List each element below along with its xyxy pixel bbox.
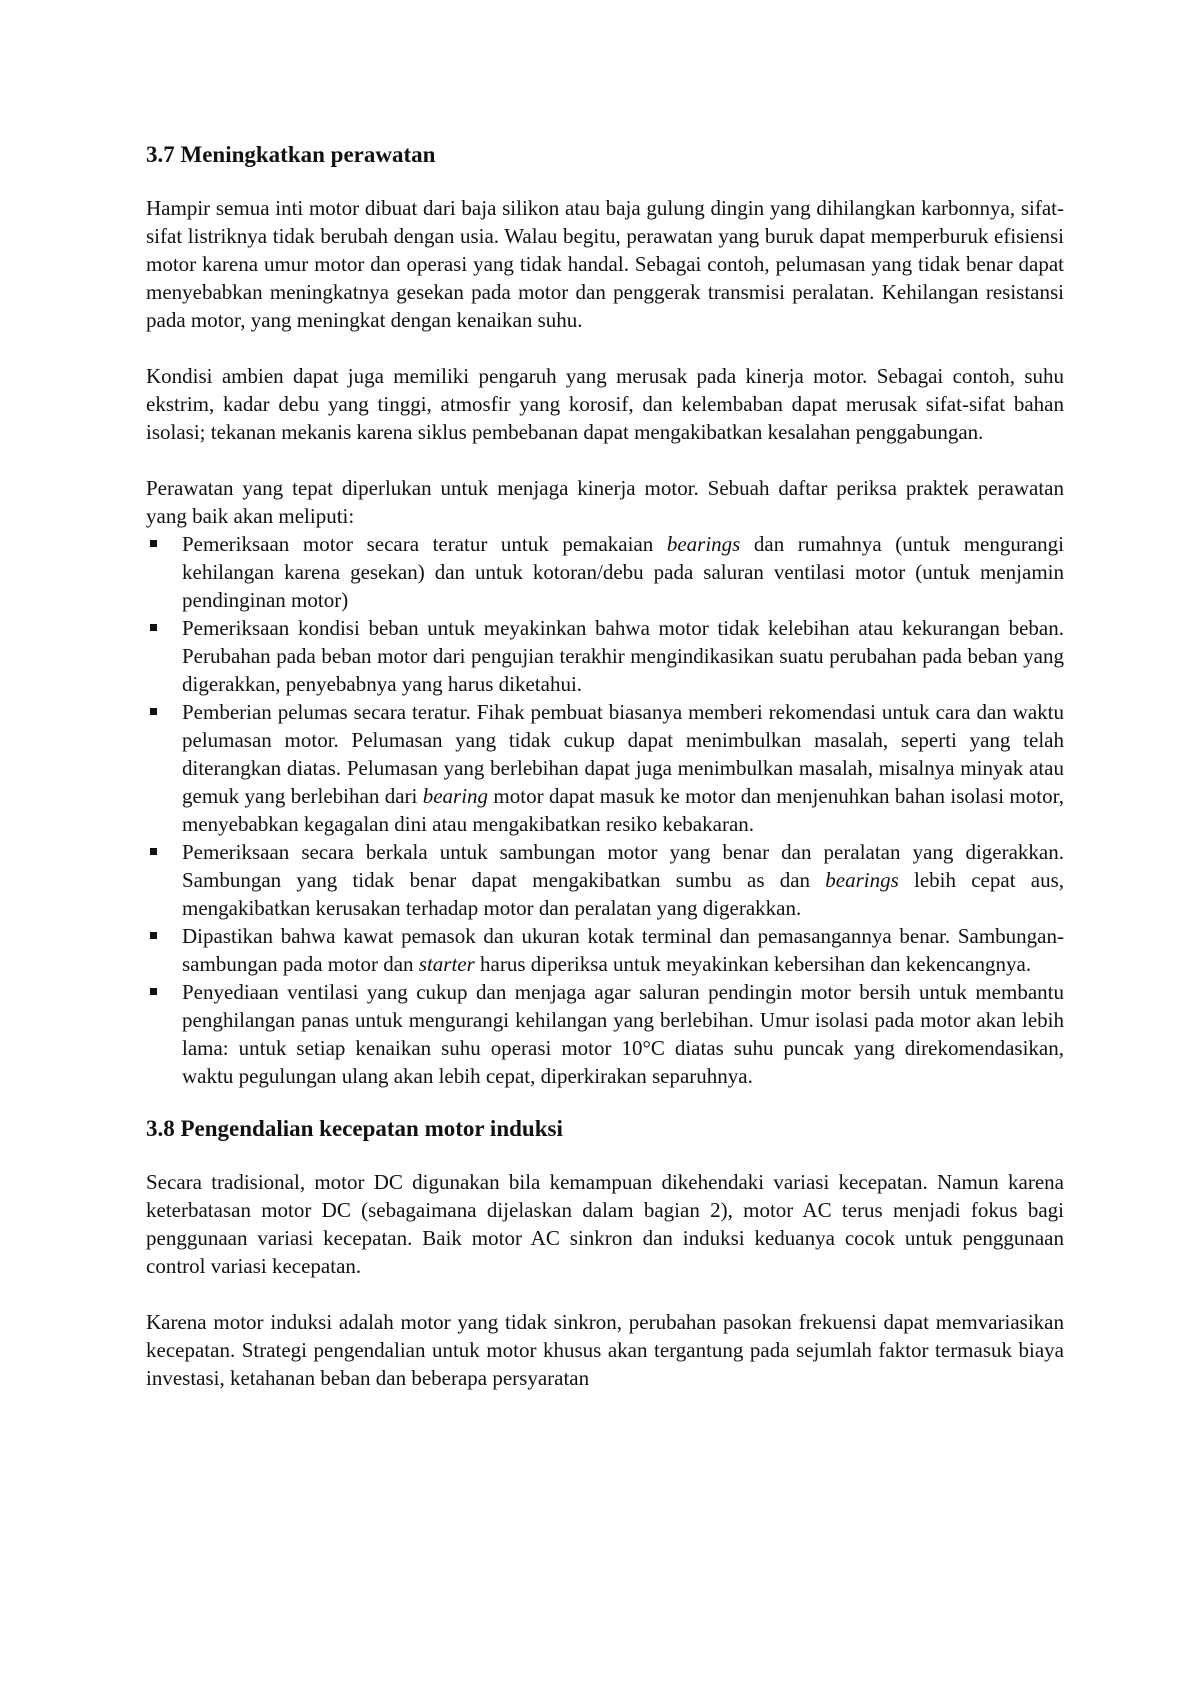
list-item-text: lebih cepat aus, mengakibatkan kerusakan terhadap motor dan peralatan yang digerakkan. — [182, 868, 1065, 920]
list-item — [146, 698, 1064, 838]
section-heading-3-8: 3.8 Pengendalian kecepatan motor induksi — [146, 1116, 563, 1141]
section-heading-3-7: 3.7 Meningkatkan perawatan — [146, 142, 436, 167]
list-item-text: Pemeriksaan kondisi beban untuk meyakinkan bahwa motor tidak kelebihan atau kekurangan beban. Perubahan pada beban motor dari pengujian terakhir mengindikasikan suatu perubahan pada beban yang digerakkan, penyebabnya yang harus diketahui. — [182, 616, 1064, 696]
square-bullet-icon — [150, 708, 157, 715]
maintenance-checklist — [146, 530, 1064, 1090]
list-item-italic: bearings — [666, 532, 741, 556]
square-bullet-icon — [150, 988, 157, 995]
list-item-text: Pemberian pelumas secara teratur. Fihak pembuat biasanya memberi rekomendasi untuk cara dan waktu pelumasan motor. Pelumasan yang tidak cukup dapat menimbulkan masalah, seperti yang telah diterangkan diatas. Pelumasan yang berlebihan dapat juga menimbulkan masalah, misalnya minyak atau gemuk yang berlebihan dari — [182, 700, 1064, 808]
list-item — [146, 614, 1064, 698]
list-item — [146, 922, 1064, 978]
list-item-italic: starter — [418, 952, 475, 976]
list-item-italic: bearing — [422, 784, 489, 808]
square-bullet-icon — [150, 624, 157, 631]
list-item-text: Dipastikan bahwa kawat pemasok dan ukuran kotak terminal dan pemasangannya benar. Sambungan-sambungan pada motor dan — [182, 924, 1064, 976]
list-item-text: harus diperiksa untuk meyakinkan kebersihan dan kekencangnya. — [474, 952, 1032, 976]
paragraph-speed-control-intro: Secara tradisional, motor DC digunakan bila kemampuan dikehendaki variasi kecepatan. Namun karena keterbatasan motor DC (sebagaimana dijelaskan dalam bagian 2), motor AC terus menjadi fokus bagi penggunaan variasi kecepatan. Baik motor AC sinkron dan induksi keduanya cocok untuk penggunaan control variasi kecepatan. — [146, 1170, 1064, 1278]
list-item-text: dan rumahnya (untuk mengurangi kehilangan karena gesekan) dan untuk kotoran/debu pada saluran ventilasi motor (untuk menjamin pendinginan motor) — [182, 532, 1064, 612]
document-page — [146, 140, 1064, 1392]
list-item-italic: bearings — [825, 868, 899, 892]
list-item — [146, 978, 1064, 1090]
square-bullet-icon — [150, 848, 157, 855]
list-item-text: Penyediaan ventilasi yang cukup dan menjaga agar saluran pendingin motor bersih untuk membantu penghilangan panas untuk mengurangi kehilangan yang berlebihan. Umur isolasi pada motor akan lebih lama: untuk setiap kenaikan suhu operasi motor 10°C diatas suhu puncak yang direkomendasikan, waktu pegulungan ulang akan lebih cepat, diperkirakan separuhnya. — [182, 980, 1064, 1088]
list-item-text: Pemeriksaan motor secara teratur untuk pemakaian — [182, 532, 667, 556]
paragraph-checklist-intro: Perawatan yang tepat diperlukan untuk menjaga kinerja motor. Sebuah daftar periksa praktek perawatan yang baik akan meliputi: — [146, 476, 1064, 528]
square-bullet-icon — [150, 540, 157, 547]
list-item-text: motor dapat masuk ke motor dan menjenuhkan bahan isolasi motor, menyebabkan kegagalan dini atau mengakibatkan resiko kebakaran. — [182, 784, 1064, 836]
paragraph-induction-motor: Karena motor induksi adalah motor yang tidak sinkron, perubahan pasokan frekuensi dapat memvariasikan kecepatan. Strategi pengendalian untuk motor khusus akan tergantung pada sejumlah faktor termasuk biaya investasi, ketahanan beban dan beberapa persyaratan — [146, 1310, 1064, 1390]
list-item-text: Pemeriksaan secara berkala untuk sambungan motor yang benar dan peralatan yang digerakkan. Sambungan yang tidak benar dapat mengakibatkan sumbu as dan — [182, 840, 1064, 892]
list-item — [146, 530, 1064, 614]
square-bullet-icon — [150, 932, 157, 939]
paragraph-ambient-conditions: Kondisi ambien dapat juga memiliki pengaruh yang merusak pada kinerja motor. Sebagai contoh, suhu ekstrim, kadar debu yang tinggi, atmosfir yang korosif, dan kelembaban dapat merusak sifat-sifat bahan isolasi; tekanan mekanis karena siklus pembebanan dapat mengakibatkan kesalahan penggabungan. — [146, 364, 1064, 444]
paragraph-maintenance-intro: Hampir semua inti motor dibuat dari baja silikon atau baja gulung dingin yang dihilangkan karbonnya, sifat-sifat listriknya tidak berubah dengan usia. Walau begitu, perawatan yang buruk dapat memperburuk efisiensi motor karena umur motor dan operasi yang tidak handal. Sebagai contoh, pelumasan yang tidak benar dapat menyebabkan meningkatnya gesekan pada motor dan penggerak transmisi peralatan. Kehilangan resistansi pada motor, yang meningkat dengan kenaikan suhu. — [146, 196, 1064, 332]
list-item — [146, 838, 1064, 922]
